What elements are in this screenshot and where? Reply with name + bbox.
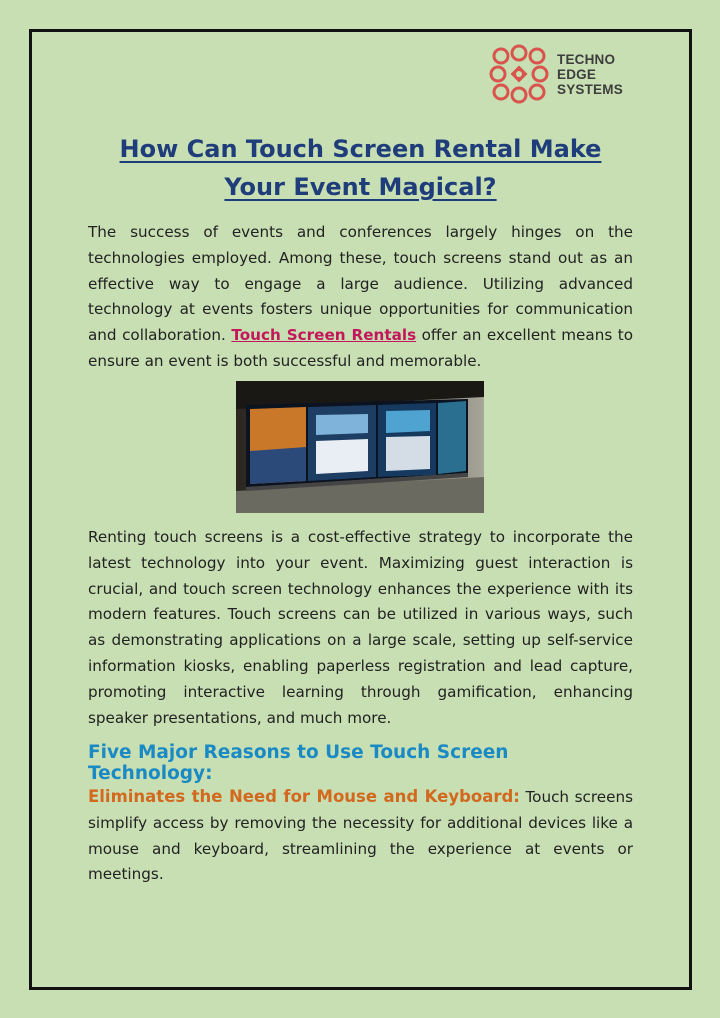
- intro-text-before-link: The success of events and conferences largely hinges on the technologies employed. Among these, touch screens stand out as an effective way to engage a large audience. Utilizing advanced technology at events fosters unique opportunities for communication and collaboration.: [88, 223, 633, 345]
- body-paragraph: Renting touch screens is a cost-effective strategy to incorporate the latest technology into your event. Maximizing guest interaction is crucial, and touch screen technology enhances the experience with its modern features. Touch screens can be utilized in various ways, such as demonstrating applications on a large scale, setting up self-service information kiosks, enabling paperless registration and lead capture, promoting interactive learning through gamification, enhancing speaker presentations, and much more.: [88, 528, 633, 727]
- logo-wordmark: [557, 52, 623, 97]
- reason-paragraph: [88, 784, 633, 888]
- video-wall-photo: [236, 381, 484, 513]
- intro-text-after-link: offer an excellent means to ensure an event is both successful and memorable.: [88, 326, 633, 370]
- company-logo: [489, 44, 629, 104]
- logo-line-3: SYSTEMS: [557, 82, 623, 97]
- logo-line-1: TECHNO: [557, 52, 616, 67]
- gear-cluster-logo-icon: [489, 44, 549, 104]
- reason-text: Touch screens simplify access by removing the necessity for additional devices like a mouse and keyboard, streamlining the experience at events or meetings.: [88, 788, 633, 884]
- touch-screen-rentals-link[interactable]: Touch Screen Rentals: [231, 326, 417, 345]
- video-wall-illustration: [236, 381, 484, 513]
- intro-paragraph: [88, 220, 633, 375]
- section-heading: Five Major Reasons to Use Touch Screen Technology:: [88, 742, 509, 784]
- page-title: How Can Touch Screen Rental Make Your Event Magical?: [119, 135, 602, 201]
- logo-line-2: EDGE: [557, 67, 597, 82]
- reason-heading: Eliminates the Need for Mouse and Keyboard:: [88, 787, 520, 806]
